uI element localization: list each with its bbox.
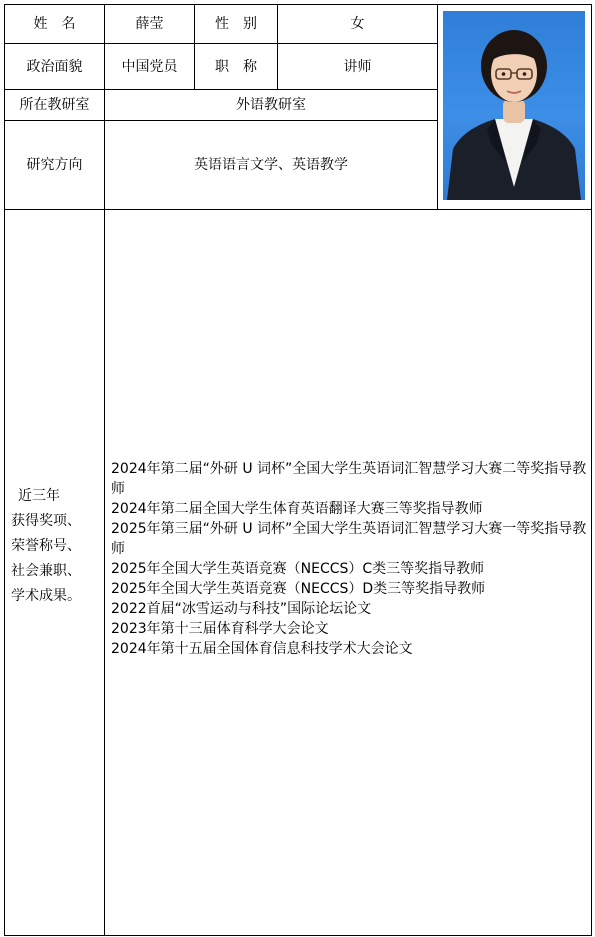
achievement-item: 2023年第十三届体育科学大会论文 (111, 621, 329, 637)
title-label: 职 称 (215, 58, 257, 75)
political-value: 中国党员 (121, 58, 178, 75)
achievement-item: 2024年第十五届全国体育信息科技学术大会论文 (111, 641, 413, 657)
portrait-photo (443, 11, 585, 200)
office-value: 外语教研室 (236, 97, 306, 113)
achievements-label-line: 学术成果。 (11, 588, 81, 604)
achievement-item: 2025年全国大学生英语竞赛（NECCS）D类三等奖指导教师 (111, 581, 486, 597)
research-value: 英语语言文学、英语教学 (194, 157, 348, 173)
name-value: 薛莹 (135, 16, 164, 32)
title-value: 讲师 (343, 58, 372, 75)
office-label: 所在教研室 (19, 97, 90, 113)
achievement-item: 2025年第三届“外研 U 词杯”全国大学生英语词汇智慧学习大赛一等奖指导教师 (111, 521, 587, 557)
achievement-item: 2022首届“冰雪运动与科技”国际论坛论文 (111, 601, 372, 617)
achievement-item: 2024年第二届“外研 U 词杯”全国大学生英语词汇智慧学习大赛二等奖指导教师 (111, 461, 587, 497)
achievements-label (11, 484, 101, 609)
achievements-label-line: 社会兼职、 (11, 563, 81, 579)
table-border-bottom (4, 935, 592, 936)
gender-label: 性 别 (215, 16, 257, 32)
achievement-item: 2025年全国大学生英语竞赛（NECCS）C类三等奖指导教师 (111, 561, 485, 577)
achievements-label-line: 荣誉称号、 (11, 538, 81, 554)
name-label: 姓 名 (33, 16, 76, 32)
achievements-label-line: 获得奖项、 (11, 513, 81, 529)
achievement-item: 2024年第二届全国大学生体育英语翻译大赛三等奖指导教师 (111, 501, 483, 517)
political-label: 政治面貌 (26, 58, 83, 75)
portrait-illustration (443, 11, 585, 200)
achievements-list (111, 459, 589, 659)
achievements-label-line: 近三年 (18, 488, 60, 504)
row-divider (4, 209, 592, 210)
research-label: 研究方向 (26, 157, 83, 173)
col-divider (437, 4, 438, 210)
table-border-right (591, 4, 592, 936)
gender-value: 女 (350, 16, 365, 32)
